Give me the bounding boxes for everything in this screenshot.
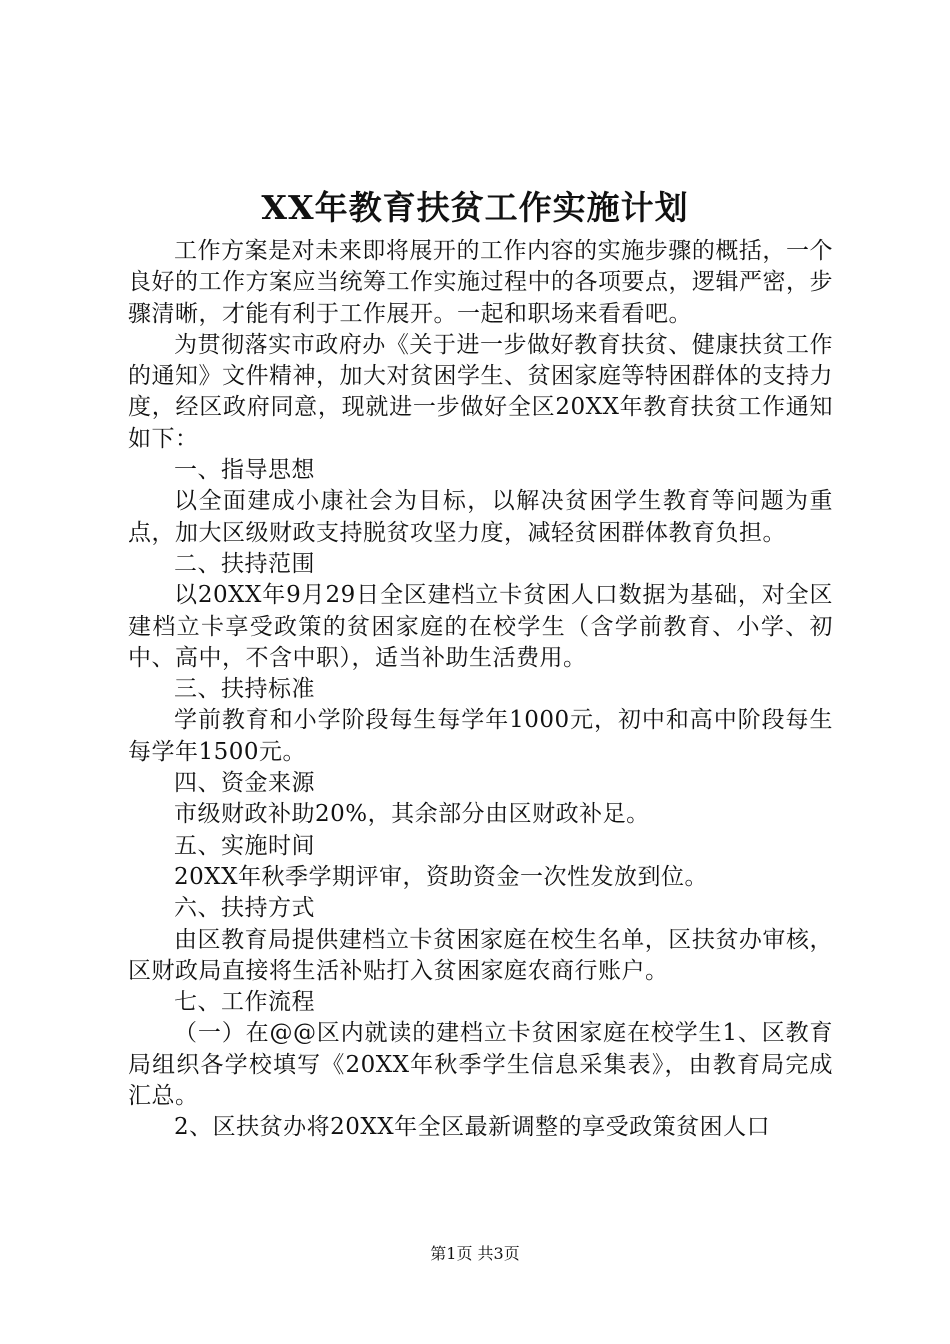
section-heading-method: 六、扶持方式 xyxy=(174,895,315,922)
paragraph-method: 由区教育局提供建档立卡贫困家庭在校生名单，区扶贫办审核，区财政局直接将生活补贴打入贫困家庭农商行账户。 xyxy=(128,926,833,984)
section-heading-scope: 二、扶持范围 xyxy=(174,550,315,577)
paragraph-standard: 学前教育和小学阶段每生每学年1000元，初中和高中阶段每生每学年1500元。 xyxy=(128,707,833,765)
paragraph-intro: 工作方案是对未来即将展开的工作内容的实施步骤的概括，一个良好的工作方案应当统筹工作实施过程中的各项要点，逻辑严密，步骤清晰，才能有利于工作展开。一起和职场来看看吧。 xyxy=(128,238,833,327)
document-body xyxy=(128,236,833,1144)
document-title: XX年教育扶贫工作实施计划 xyxy=(261,188,689,227)
paragraph-workflow-1: （一）在@@区内就读的建档立卡贫困家庭在校学生1、区教育局组织各学校填写《20XX年秋季学生信息采集表》，由教育局完成汇总。 xyxy=(128,1020,833,1110)
paragraph-scope: 以20XX年9月29日全区建档立卡贫困人口数据为基础，对全区建档立卡享受政策的贫困家庭的在校学生（含学前教育、小学、初中、高中，不含中职），适当补助生活费用。 xyxy=(128,582,833,671)
paragraph-workflow-2: 2、区扶贫办将20XX年全区最新调整的享受政策贫困人口 xyxy=(174,1114,771,1141)
page-footer: 第1页 共3页 xyxy=(430,1244,520,1263)
paragraph-timing: 20XX年秋季学期评审，资助资金一次性发放到位。 xyxy=(174,863,709,890)
section-heading-timing: 五、实施时间 xyxy=(174,832,315,859)
section-heading-workflow: 七、工作流程 xyxy=(174,989,315,1016)
paragraph-notice: 为贯彻落实市政府办《关于进一步做好教育扶贫、健康扶贫工作的通知》文件精神，加大对贫困学生、贫困家庭等特困群体的支持力度，经区政府同意，现就进一步做好全区20XX年教育扶贫工作通知如下： xyxy=(128,331,833,452)
paragraph-guiding-idea: 以全面建成小康社会为目标，以解决贫困学生教育等问题为重点，加大区级财政支持脱贫攻坚力度，减轻贫困群体教育负担。 xyxy=(128,488,833,546)
section-heading-standard: 三、扶持标准 xyxy=(174,676,315,703)
paragraph-funding: 市级财政补助20%，其余部分由区财政补足。 xyxy=(174,801,650,828)
section-heading-guiding-idea: 一、指导思想 xyxy=(174,457,315,484)
section-heading-funding: 四、资金来源 xyxy=(174,770,315,797)
